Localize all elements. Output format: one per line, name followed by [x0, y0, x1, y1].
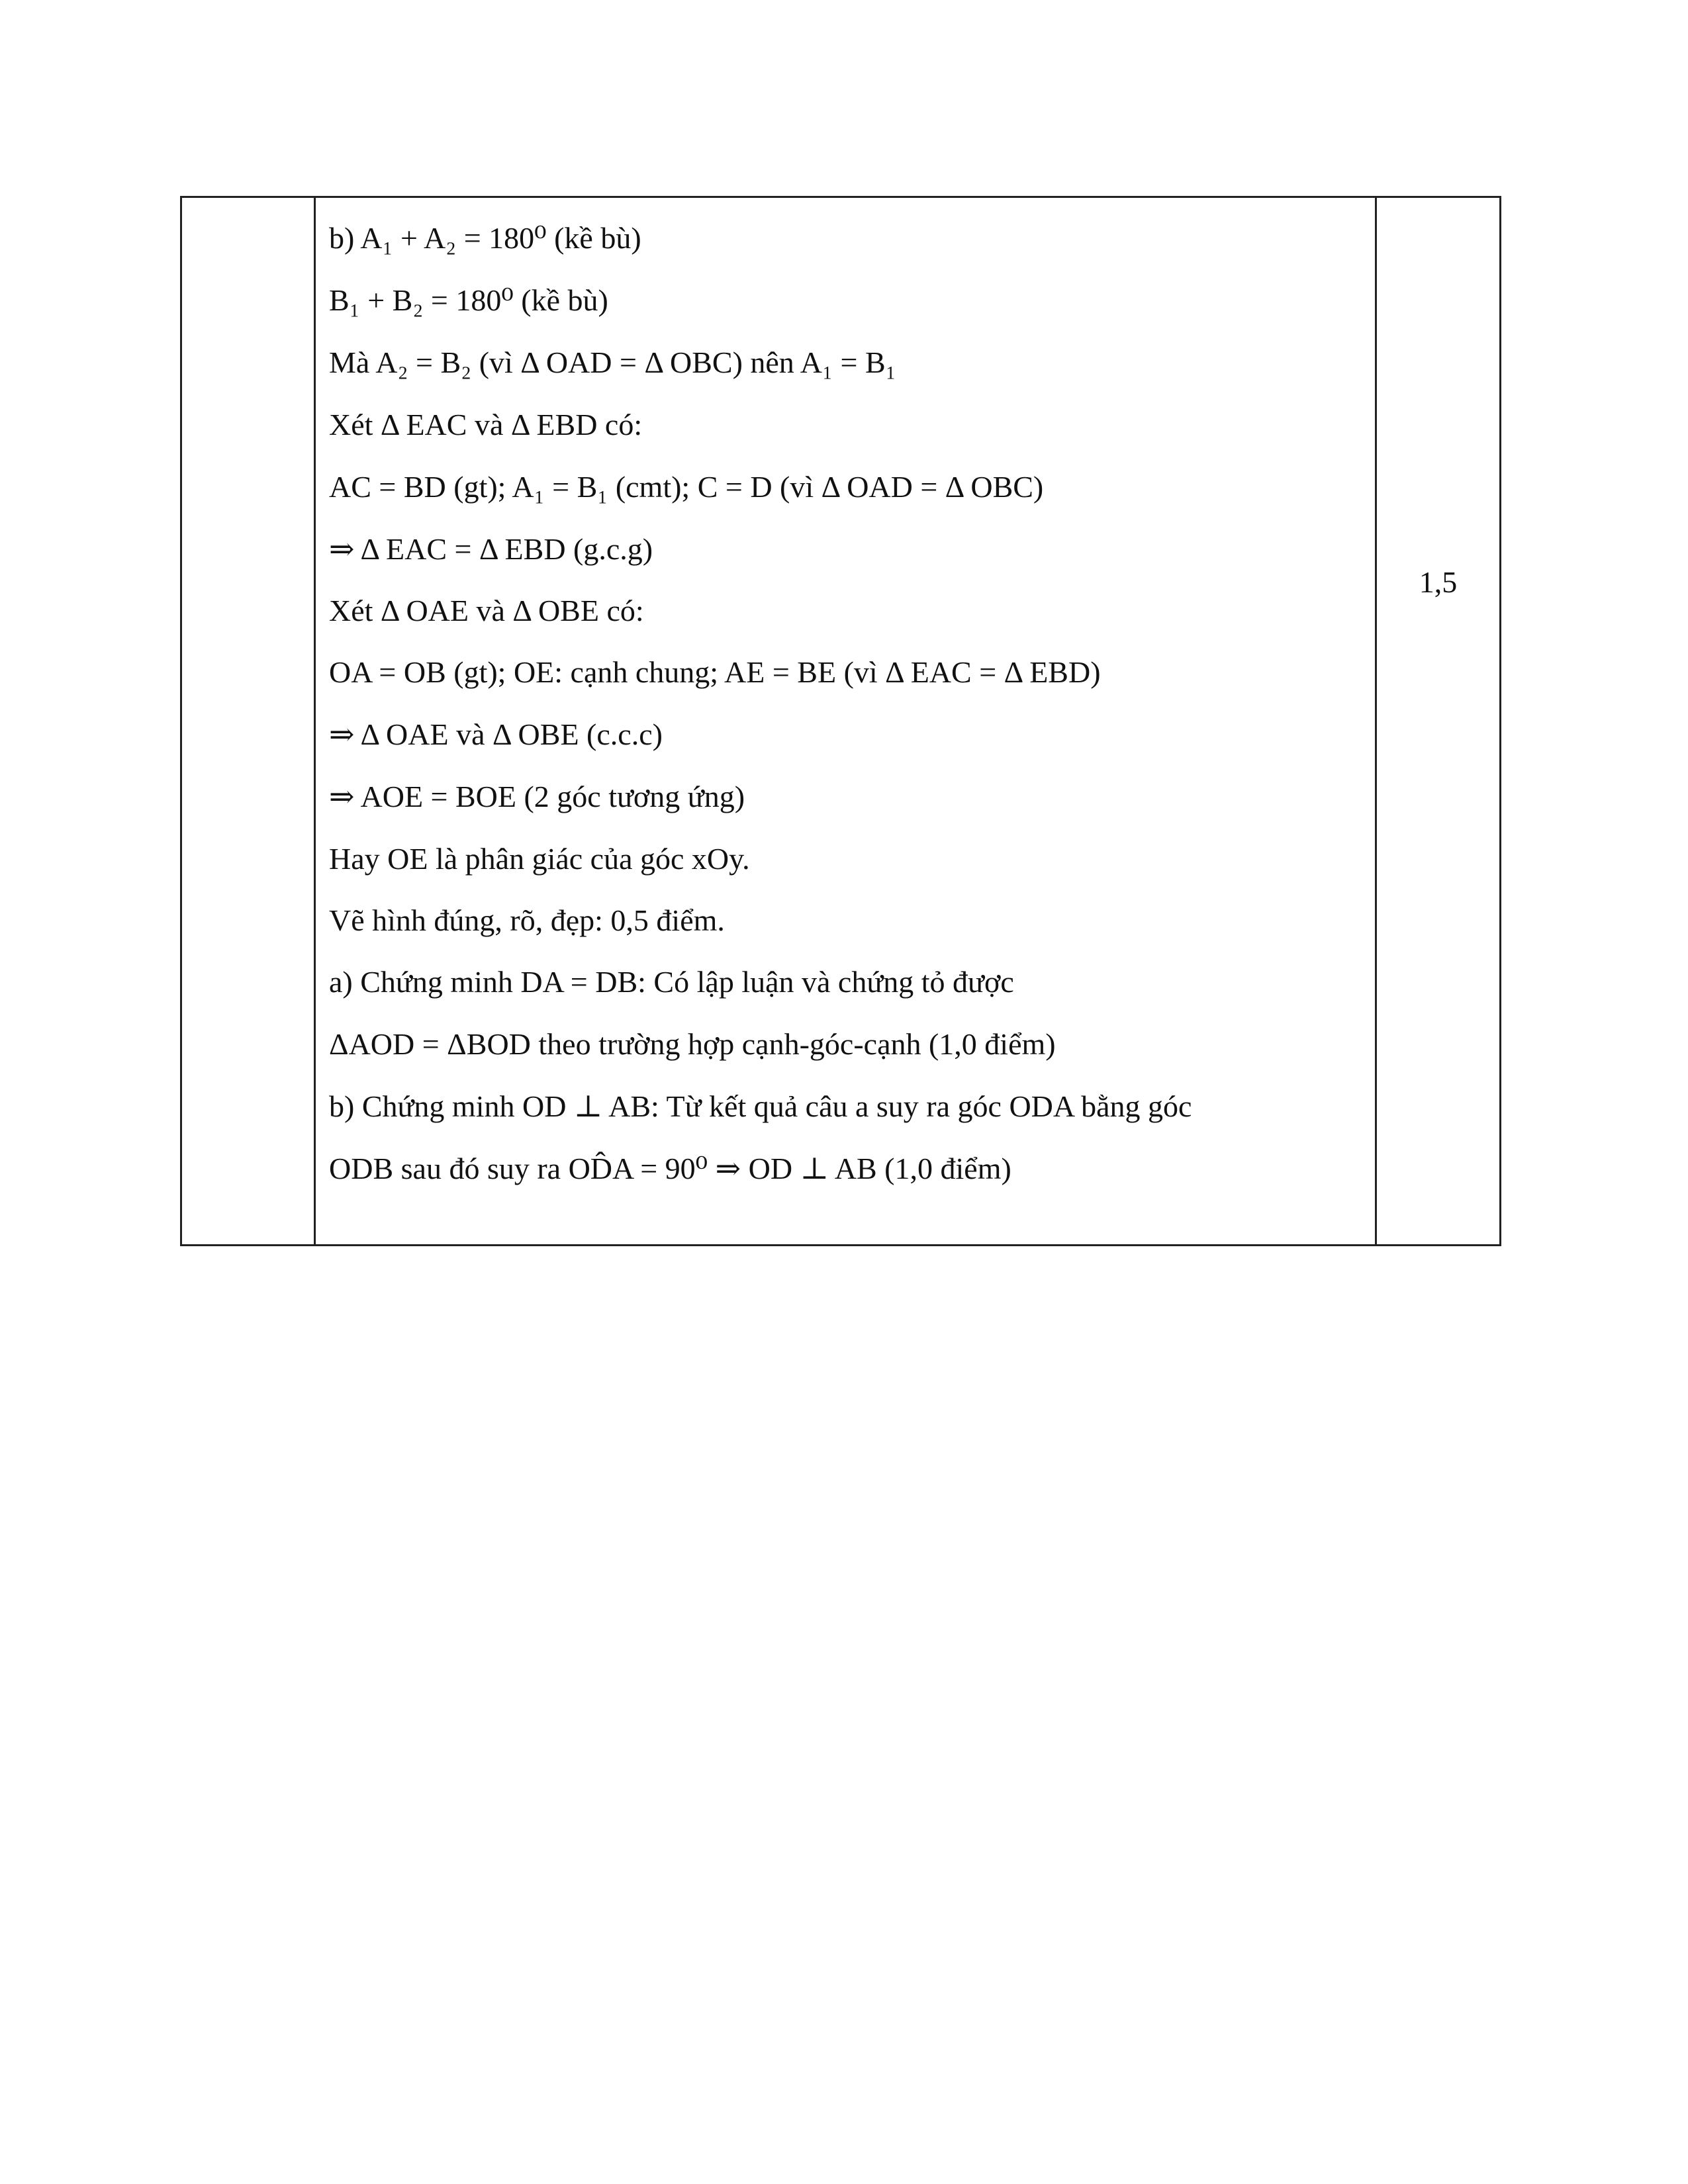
solution-line-8: OA = OB (gt); OE: cạnh chung; AE = BE (vì Δ EAC = Δ EBD) — [329, 655, 1101, 689]
score-value: 1,5 — [1419, 565, 1458, 599]
solution-line-14: ΔAOD = ΔBOD theo trường hợp cạnh-góc-cạnh (1,0 điểm) — [329, 1027, 1056, 1061]
solution-line-4: Xét Δ EAC và Δ EBD có: — [329, 408, 643, 441]
solution-line-7: Xét Δ OAE và Δ OBE có: — [329, 594, 644, 627]
solution-line-11: Hay OE là phân giác của góc xOy. — [329, 842, 750, 876]
solution-line-1: b) A₁ + A₂ = 180⁰ (kề bù) — [329, 221, 641, 255]
solution-cell — [315, 197, 1376, 1246]
solution-line-6: ⇒ Δ EAC = Δ EBD (g.c.g) — [329, 532, 653, 566]
solution-line-10: ⇒ AOE = BOE (2 góc tương ứng) — [329, 780, 745, 813]
solution-line-5: AC = BD (gt); A₁ = B₁ (cmt); C = D (vì Δ OAD = Δ OBC) — [329, 470, 1044, 504]
solution-line-2: B₁ + B₂ = 180⁰ (kề bù) — [329, 283, 608, 317]
question-number-cell — [181, 197, 315, 1246]
solution-line-3: Mà A₂ = B₂ (vì Δ OAD = Δ OBC) nên A₁ = B₁ — [329, 345, 896, 379]
answer-table — [180, 196, 1501, 1246]
solution-line-15: b) Chứng minh OD ⊥ AB: Từ kết quả câu a suy ra góc ODA bằng góc — [329, 1089, 1192, 1123]
solution-line-12: Vẽ hình đúng, rõ, đẹp: 0,5 điểm. — [329, 903, 725, 937]
score-cell — [1376, 197, 1501, 1246]
answer-row — [181, 197, 1501, 1246]
solution-line-13: a) Chứng minh DA = DB: Có lập luận và chứng tỏ được — [329, 965, 1014, 999]
solution-line-9: ⇒ Δ OAE và Δ OBE (c.c.c) — [329, 717, 663, 751]
solution-line-16: ODB sau đó suy ra OD̂A = 90⁰ ⇒ OD ⊥ AB (1,0 điểm) — [329, 1152, 1011, 1185]
